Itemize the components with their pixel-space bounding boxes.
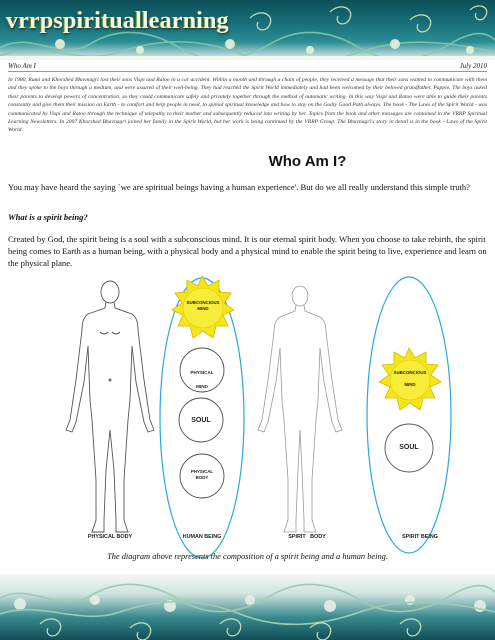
site-title: vrrpspirituallearning bbox=[6, 8, 229, 34]
physical-body-figure bbox=[66, 281, 154, 532]
spirit-soul-label: SOUL bbox=[399, 444, 419, 451]
spirit-being-oval bbox=[367, 277, 451, 553]
physical-body-label: PHYSICAL BODY bbox=[190, 469, 214, 480]
spirit-subconscious-text: SUBCONCIOUS MIND bbox=[393, 370, 427, 387]
meta-row bbox=[8, 60, 487, 72]
section-name: Who Am I bbox=[8, 61, 36, 70]
footer-banner bbox=[0, 574, 495, 640]
diagram-caption: The diagram above represents the composition of a spirit being and a human being. bbox=[107, 552, 388, 561]
spirit-body-figure bbox=[258, 286, 342, 532]
question-heading: What is a spirit being? bbox=[8, 212, 88, 222]
human-subconscious-label: SUBCONCIOUS MIND bbox=[186, 300, 220, 311]
caption-spirit-body: SPIRIT BODY bbox=[288, 534, 326, 540]
article-heading-text: Who Am I? bbox=[268, 153, 347, 170]
paragraph-2: Created by God, the spirit being is a soul with a subconscious mind. It is our eternal spirit body. When you choose to take rebirth, the spirit being comes to Earth as a human being, with a physical body and a physical mind to enable the spirit being to live, experience and learn on the physical plane. bbox=[8, 234, 487, 268]
intro-paragraph: In 1980, Rumi and Khorshed Bhavnagri lost their sons Vispi and Ratoo in a car accident. Within a month and through a chain of people, they received a message that their sons wanted to communicate with them and they spoke to the boys through a medium, and were assured of their well-being. They had reached the Spirit World immediately and had been welcomed by their beloved grandfather, Pappie. The boys asked their parents to develop powers of concentration, so they could communicate safely and privately together through the method of automatic writing. In this way Vispi and Ratoo were able to guide their parents constantly and give them their mission on Earth - to comfort and help people in need, to spread spiritual knowledge and how to stay on the Godly Good Path always. The book - The Laws of the Spirit World - was communicated by Vispi and Ratoo through the technique of telepathy to their mother and subsequently reduced into writing by her. Topics from the book and other messages are contained in the VRRP Spiritual Learning Newsletters. In 2007 Khorshed Bhavnagri joined her family in the Spirit World, but her work is being continued by the VRRP Group. The Bhavnagri's story in detail is in the book - Laws of the Spirit World. bbox=[8, 77, 487, 134]
caption-physical-body: PHYSICAL BODY bbox=[87, 534, 133, 540]
paragraph-1: You may have heard the saying `we are spiritual beings having a human experience'. But do we all really understand this simple truth? bbox=[8, 182, 470, 192]
caption-human-being: HUMAN BEING bbox=[182, 534, 222, 540]
diagram-graphic bbox=[0, 270, 495, 560]
human-soul-label: SOUL bbox=[191, 417, 211, 424]
composition-diagram bbox=[0, 270, 495, 560]
article-heading bbox=[0, 153, 495, 170]
footer-swirl-pattern bbox=[0, 574, 495, 640]
physical-mind-label: PHYSICAL MIND bbox=[190, 370, 214, 389]
header-banner bbox=[0, 0, 495, 60]
issue-date: July 2010 bbox=[459, 61, 487, 70]
caption-spirit-being: SPIRIT BEING bbox=[402, 534, 438, 540]
